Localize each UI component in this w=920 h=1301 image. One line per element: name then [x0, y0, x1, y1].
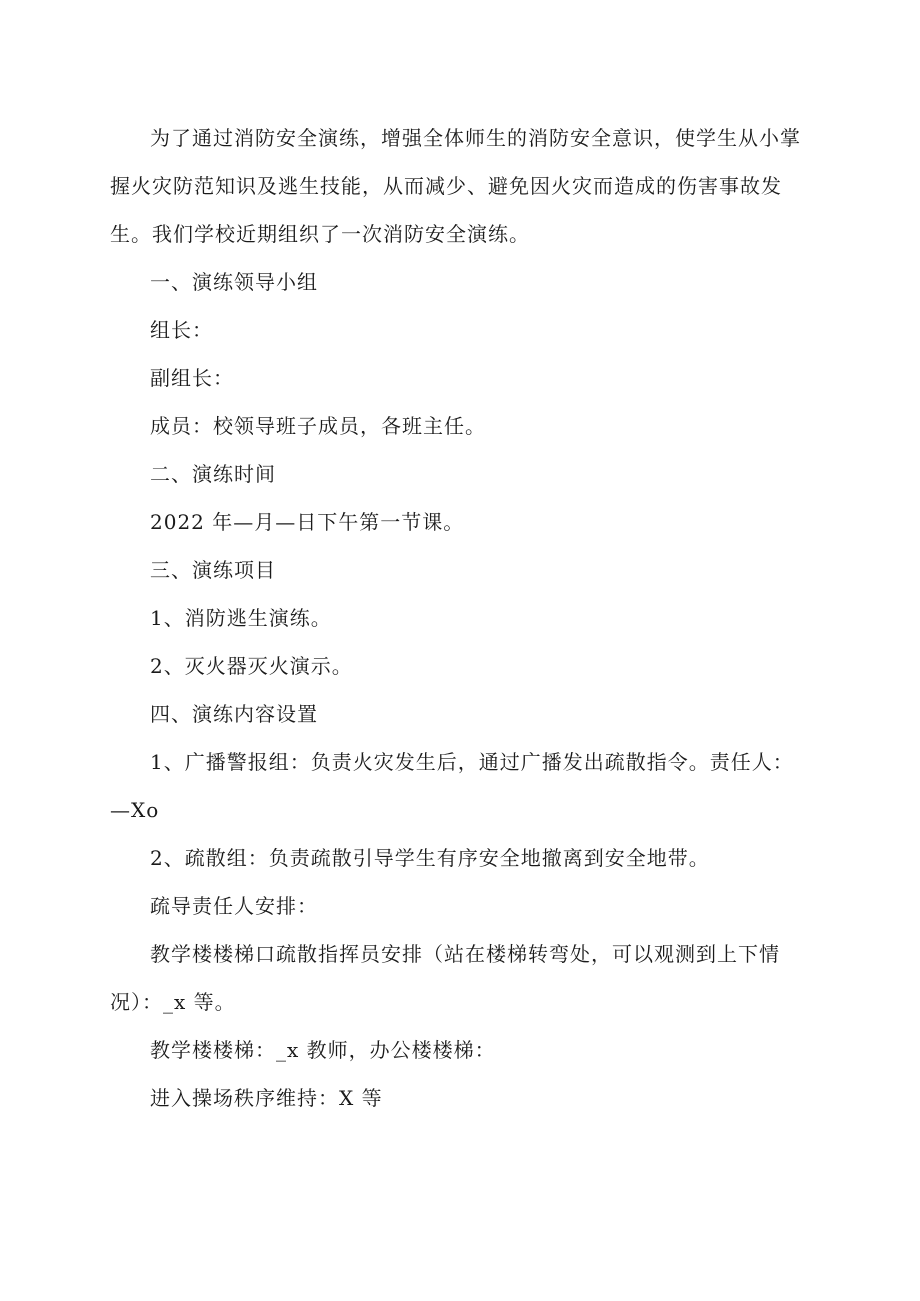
stairway-commander-arrangement: 教学楼楼梯口疏散指挥员安排（站在楼梯转弯处，可以观测到上下情况）：_x 等。 — [110, 942, 780, 1014]
playground-order-line: 进入操场秩序维持：X 等 — [150, 1086, 383, 1110]
item-escape-drill: 1、消防逃生演练。 — [150, 606, 332, 630]
leader-line: 组长： — [150, 318, 213, 342]
guidance-arrangement-heading: 疏导责任人安排： — [150, 894, 318, 918]
stairway-staff-line: 教学楼楼梯：_x 教师，办公楼楼梯： — [150, 1038, 496, 1062]
section-heading-items: 三、演练项目 — [150, 558, 276, 582]
section-heading-leadership: 一、演练领导小组 — [150, 270, 318, 294]
section-heading-content: 四、演练内容设置 — [150, 702, 318, 726]
document-body — [110, 114, 810, 1122]
intro-paragraph: 为了通过消防安全演练，增强全体师生的消防安全意识，使学生从小掌握火灾防范知识及逃生技能，从而减少、避免因火灾而造成的伤害事故发生。我们学校近期组织了一次消防安全演练。 — [110, 126, 801, 246]
evacuation-group: 2、疏散组：负责疏散引导学生有序安全地撤离到安全地带。 — [150, 846, 710, 870]
members-line: 成员：校领导班子成员，各班主任。 — [150, 414, 486, 438]
section-heading-time: 二、演练时间 — [150, 462, 276, 486]
broadcast-alarm-group: 1、广播警报组：负责火灾发生后，通过广播发出疏散指令。责任人：—Xo — [110, 750, 794, 822]
drill-date-line: 2022 年—月—日下午第一节课。 — [150, 510, 465, 534]
deputy-leader-line: 副组长： — [150, 366, 234, 390]
item-extinguisher-demo: 2、灭火器灭火演示。 — [150, 654, 353, 678]
